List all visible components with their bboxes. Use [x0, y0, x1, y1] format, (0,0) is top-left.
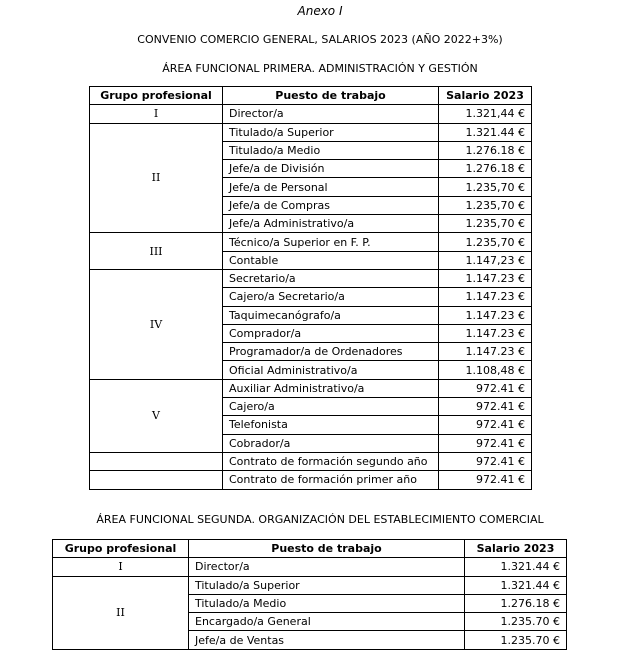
table-row — [90, 123, 532, 141]
position-cell: Director/a — [223, 105, 439, 123]
salary-cell: 1.147.23 € — [439, 269, 532, 287]
position-cell: Programador/a de Ordenadores — [223, 343, 439, 361]
position-cell: Contrato de formación segundo año — [223, 452, 439, 470]
header-puesto-de-trabajo: Puesto de trabajo — [189, 540, 465, 558]
position-cell: Taquimecanógrafo/a — [223, 306, 439, 324]
table-row — [90, 471, 532, 489]
salary-cell: 972.41 € — [439, 452, 532, 470]
salary-cell: 972.41 € — [439, 434, 532, 452]
header-salario-2023: Salario 2023 — [439, 87, 532, 105]
salary-cell: 1.235,70 € — [439, 196, 532, 214]
salary-cell: 1.321.44 € — [465, 558, 567, 576]
salary-cell: 1.321,44 € — [439, 105, 532, 123]
position-cell: Encargado/a General — [189, 613, 465, 631]
salary-cell: 1.235.70 € — [465, 631, 567, 649]
position-cell: Contable — [223, 251, 439, 269]
salary-cell: 1.321.44 € — [439, 123, 532, 141]
position-cell: Titulado/a Medio — [223, 141, 439, 159]
table-row — [90, 452, 532, 470]
header-grupo-profesional: Grupo profesional — [90, 87, 223, 105]
table-row — [90, 269, 532, 287]
position-cell: Telefonista — [223, 416, 439, 434]
salary-cell: 1.276.18 € — [439, 160, 532, 178]
salary-table-area2 — [52, 539, 567, 650]
table-header-row — [90, 87, 532, 105]
salary-cell: 1.235.70 € — [465, 613, 567, 631]
position-cell: Jefe/a Administrativo/a — [223, 215, 439, 233]
salary-cell: 1.147.23 € — [439, 306, 532, 324]
salary-cell: 1.235,70 € — [439, 178, 532, 196]
position-cell: Comprador/a — [223, 324, 439, 342]
position-cell: Titulado/a Medio — [189, 594, 465, 612]
position-cell: Cajero/a — [223, 398, 439, 416]
position-cell: Auxiliar Administrativo/a — [223, 379, 439, 397]
area2-title: ÁREA FUNCIONAL SEGUNDA. ORGANIZACIÓN DEL ESTABLECIMIENTO COMERCIAL — [96, 513, 544, 526]
position-cell: Jefe/a de División — [223, 160, 439, 178]
annex-title: Anexo I — [297, 4, 343, 18]
table-row — [90, 379, 532, 397]
position-cell: Titulado/a Superior — [223, 123, 439, 141]
position-cell: Oficial Administrativo/a — [223, 361, 439, 379]
group-cell: IV — [90, 269, 223, 379]
salary-cell: 1.108,48 € — [439, 361, 532, 379]
salary-cell: 1.147.23 € — [439, 288, 532, 306]
salary-cell: 1.235,70 € — [439, 233, 532, 251]
group-cell: II — [53, 576, 189, 649]
group-cell: III — [90, 233, 223, 270]
salary-cell: 1.147.23 € — [439, 343, 532, 361]
position-cell: Cobrador/a — [223, 434, 439, 452]
table-row — [53, 558, 567, 576]
group-cell: II — [90, 123, 223, 233]
salary-table-area1 — [89, 86, 532, 490]
position-cell: Secretario/a — [223, 269, 439, 287]
main-title: CONVENIO COMERCIO GENERAL, SALARIOS 2023 (AÑO 2022+3%) — [137, 33, 503, 46]
header-grupo-profesional: Grupo profesional — [53, 540, 189, 558]
table-row — [90, 105, 532, 123]
salary-cell: 972.41 € — [439, 416, 532, 434]
salary-cell: 1.276.18 € — [439, 141, 532, 159]
area1-title: ÁREA FUNCIONAL PRIMERA. ADMINISTRACIÓN Y GESTIÓN — [162, 62, 478, 75]
table-row — [90, 233, 532, 251]
position-cell: Contrato de formación primer año — [223, 471, 439, 489]
position-cell: Cajero/a Secretario/a — [223, 288, 439, 306]
position-cell: Técnico/a Superior en F. P. — [223, 233, 439, 251]
salary-cell: 1.276.18 € — [465, 594, 567, 612]
salary-cell: 972.41 € — [439, 471, 532, 489]
salary-cell: 972.41 € — [439, 398, 532, 416]
salary-cell: 1.147,23 € — [439, 251, 532, 269]
position-cell: Jefe/a de Compras — [223, 196, 439, 214]
salary-cell: 1.321.44 € — [465, 576, 567, 594]
group-cell — [90, 471, 223, 489]
group-cell — [90, 452, 223, 470]
salary-cell: 972.41 € — [439, 379, 532, 397]
position-cell: Director/a — [189, 558, 465, 576]
salary-cell: 1.147.23 € — [439, 324, 532, 342]
salary-cell: 1.235,70 € — [439, 215, 532, 233]
position-cell: Jefe/a de Ventas — [189, 631, 465, 649]
position-cell: Titulado/a Superior — [189, 576, 465, 594]
position-cell: Jefe/a de Personal — [223, 178, 439, 196]
header-puesto-de-trabajo: Puesto de trabajo — [223, 87, 439, 105]
group-cell: I — [53, 558, 189, 576]
table-header-row — [53, 540, 567, 558]
group-cell: V — [90, 379, 223, 452]
group-cell: I — [90, 105, 223, 123]
header-salario-2023: Salario 2023 — [465, 540, 567, 558]
table-row — [53, 576, 567, 594]
